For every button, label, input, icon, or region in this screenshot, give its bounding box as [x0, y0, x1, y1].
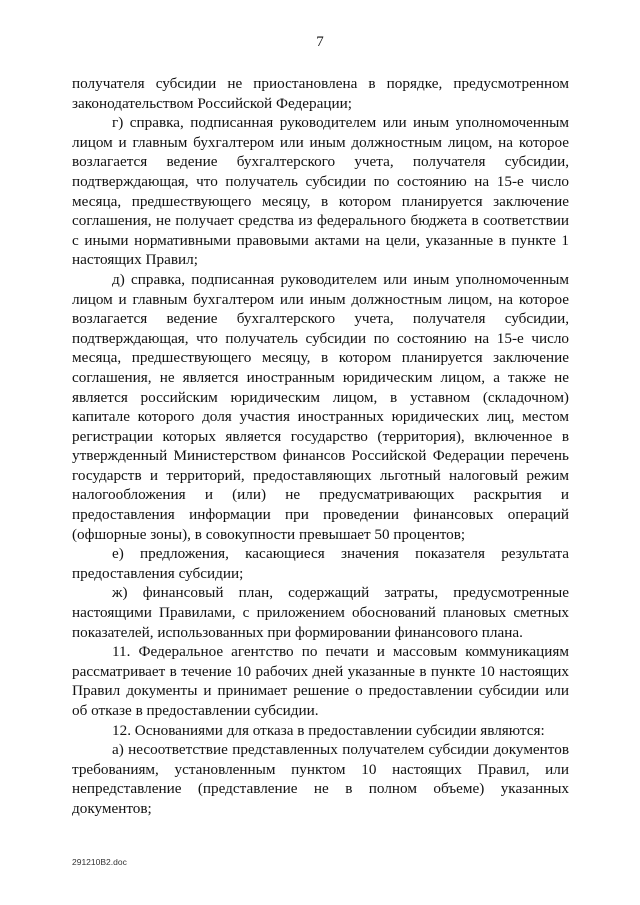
paragraph-clause-12: 12. Основаниями для отказа в предоставлении субсидии являются:	[112, 721, 545, 739]
paragraph-item-e: е) предложения, касающиеся значения показателя результата предоставления субсидии;	[72, 545, 569, 582]
paragraph-item-a: а) несоответствие представленных получателем субсидии документов требованиям, установленным пунктом 10 настоящих Правил, или непредставление (представление не в полном объеме) указанных документов;	[72, 741, 569, 817]
footer-doc-code: 291210B2.doc	[72, 857, 127, 867]
document-body	[72, 74, 569, 819]
paragraph-item-zh: ж) финансовый план, содержащий затраты, предусмотренные настоящими Правилами, с приложением обоснований плановых сметных показателей, использованных при формировании финансового плана.	[72, 584, 569, 641]
paragraph-continuation: получателя субсидии не приостановлена в порядке, предусмотренном законодательством Российской Федерации;	[72, 75, 569, 112]
paragraph-clause-11: 11. Федеральное агентство по печати и массовым коммуникациям рассматривает в течение 10 рабочих дней указанные в пункте 10 настоящих Правил документы и принимает решение о предоставлении субсидии или об отказе в предоставлении субсидии.	[72, 643, 569, 719]
paragraph-item-g: г) справка, подписанная руководителем или иным уполномоченным лицом и главным бухгалтером или иным должностным лицом, на которое возлагается ведение бухгалтерского учета, получателя субсидии, подтверждающая, что получатель субсидии по состоянию на 15-е число месяца, предшествующего месяцу, в котором планируется заключение соглашения, не получает средства из федерального бюджета в соответствии с иными нормативными правовыми актами на цели, указанные в пункте 1 настоящих Правил;	[72, 114, 569, 269]
paragraph-item-d: д) справка, подписанная руководителем или иным уполномоченным лицом и главным бухгалтером или иным должностным лицом, на которое возлагается ведение бухгалтерского учета, получателя субсидии, подтверждающая, что получатель субсидии по состоянию на 15-е число месяца, предшествующего месяцу, в котором планируется заключение соглашения, не является иностранным юридическим лицом, а также не является российским юридическим лицом, в уставном (складочном) капитале которого доля участия иностранных юридических лиц, местом регистрации которых является государство (территория), включенное в утвержденный Министерством финансов Российской Федерации перечень государств и территорий, предоставляющих льготный налоговый режим налогообложения и (или) не предусматривающих раскрытия и предоставления информации при проведении финансовых операций (офшорные зоны), в совокупности превышает 50 процентов;	[72, 270, 569, 543]
page-number: 7	[316, 34, 324, 50]
